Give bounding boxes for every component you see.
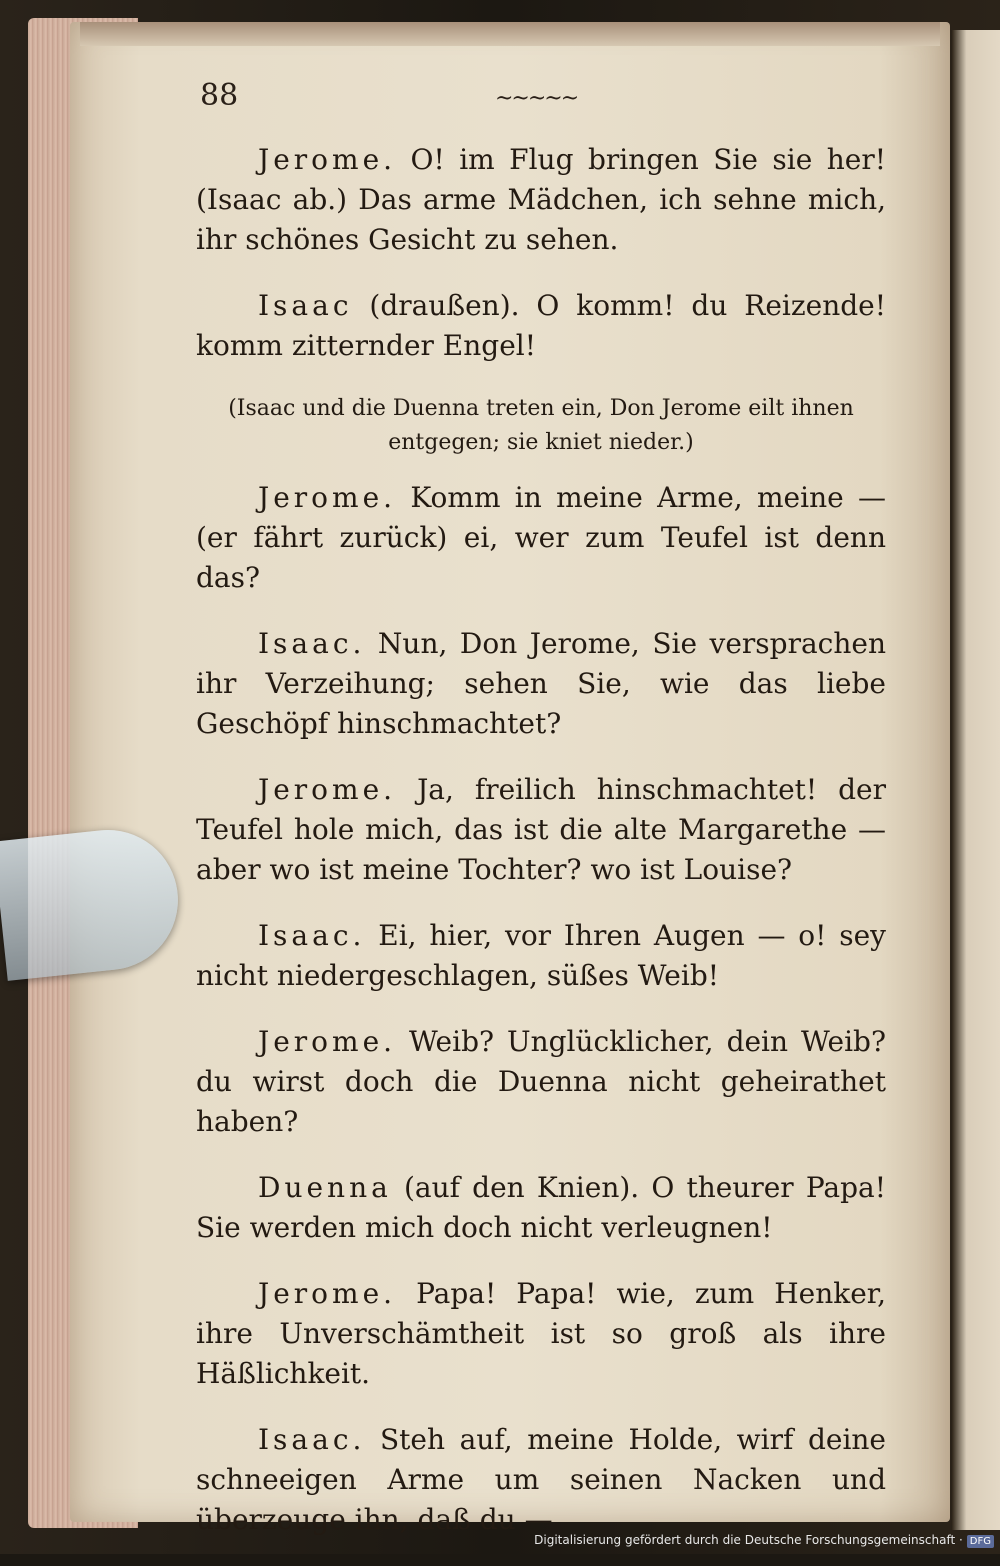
digitization-credit: [534, 1533, 994, 1548]
page-top-edge: [80, 22, 940, 46]
dialogue-paragraph: [196, 140, 886, 260]
speaker-name: Isaac.: [258, 1423, 366, 1456]
dialogue-text: O! im Flug bringen Sie sie her! (Isaac ab.) Das arme Mädchen, ich sehne mich, ihr schönes Gesicht zu sehen.: [196, 143, 887, 256]
dialogue-paragraph: [196, 1274, 886, 1394]
header-ornament: ~~~~~: [495, 86, 578, 111]
dialogue-text: Papa! Papa! wie, zum Henker, ihre Unverschämtheit ist so groß als ihre Häßlichkeit.: [196, 1277, 886, 1390]
dialogue-text: (auf den Knien). O theurer Papa! Sie werden mich doch nicht verleugnen!: [196, 1171, 886, 1244]
dialogue-paragraph: [196, 1420, 886, 1540]
dialogue-paragraph: [196, 1168, 886, 1248]
stage-direction: (Isaac und die Duenna treten ein, Don Jerome eilt ihnen entgegen; sie kniet nieder.): [228, 396, 854, 455]
speaker-name: Jerome.: [258, 773, 397, 806]
speaker-name: Isaac: [258, 289, 353, 322]
dialogue-text: Nun, Don Jerome, Sie versprachen ihr Verzeihung; sehen Sie, wie das liebe Geschöpf hinschmachtet?: [196, 627, 886, 740]
page-number: 88: [200, 78, 239, 113]
dialogue-paragraph: [196, 770, 886, 890]
speaker-name: Duenna: [258, 1171, 392, 1204]
dfg-logo-icon: DFG: [967, 1535, 994, 1548]
dialogue-text: Komm in meine Arme, meine — (er fährt zurück) ei, wer zum Teufel ist denn das?: [196, 481, 886, 594]
speaker-name: Isaac.: [258, 627, 366, 660]
speaker-name: Isaac.: [258, 919, 366, 952]
dialogue-text: Weib? Unglücklicher, dein Weib? du wirst doch die Duenna nicht geheirathet haben?: [196, 1025, 886, 1138]
dialogue-paragraph: [196, 624, 886, 744]
page-text: [196, 140, 886, 1566]
dialogue-text: (draußen). O komm! du Reizende! komm zitternder Engel!: [196, 289, 886, 362]
dialogue-paragraph: [196, 478, 886, 598]
dialogue-text: Steh auf, meine Holde, wirf deine schneeigen Arme um seinen Nacken und überzeuge ihn, daß du —: [196, 1423, 886, 1536]
dialogue-text: Ja, freilich hinschmachtet! der Teufel hole mich, das ist die alte Margarethe — aber wo ist meine Tochter? wo ist Louise?: [196, 773, 887, 886]
dialogue-text: Ei, hier, vor Ihren Augen — o! sey nicht niedergeschlagen, süßes Weib!: [196, 919, 886, 992]
speaker-name: Jerome.: [258, 481, 397, 514]
speaker-name: Jerome.: [258, 1025, 397, 1058]
dialogue-paragraph: [196, 916, 886, 996]
dialogue-paragraph: [196, 1022, 886, 1142]
facing-page-edge: [952, 30, 1000, 1530]
credit-text: Digitalisierung gefördert durch die Deutsche Forschungsgemeinschaft ·: [534, 1533, 963, 1547]
speaker-name: Jerome.: [258, 143, 397, 176]
speaker-name: Jerome.: [258, 1277, 397, 1310]
dialogue-paragraph: [196, 286, 886, 366]
